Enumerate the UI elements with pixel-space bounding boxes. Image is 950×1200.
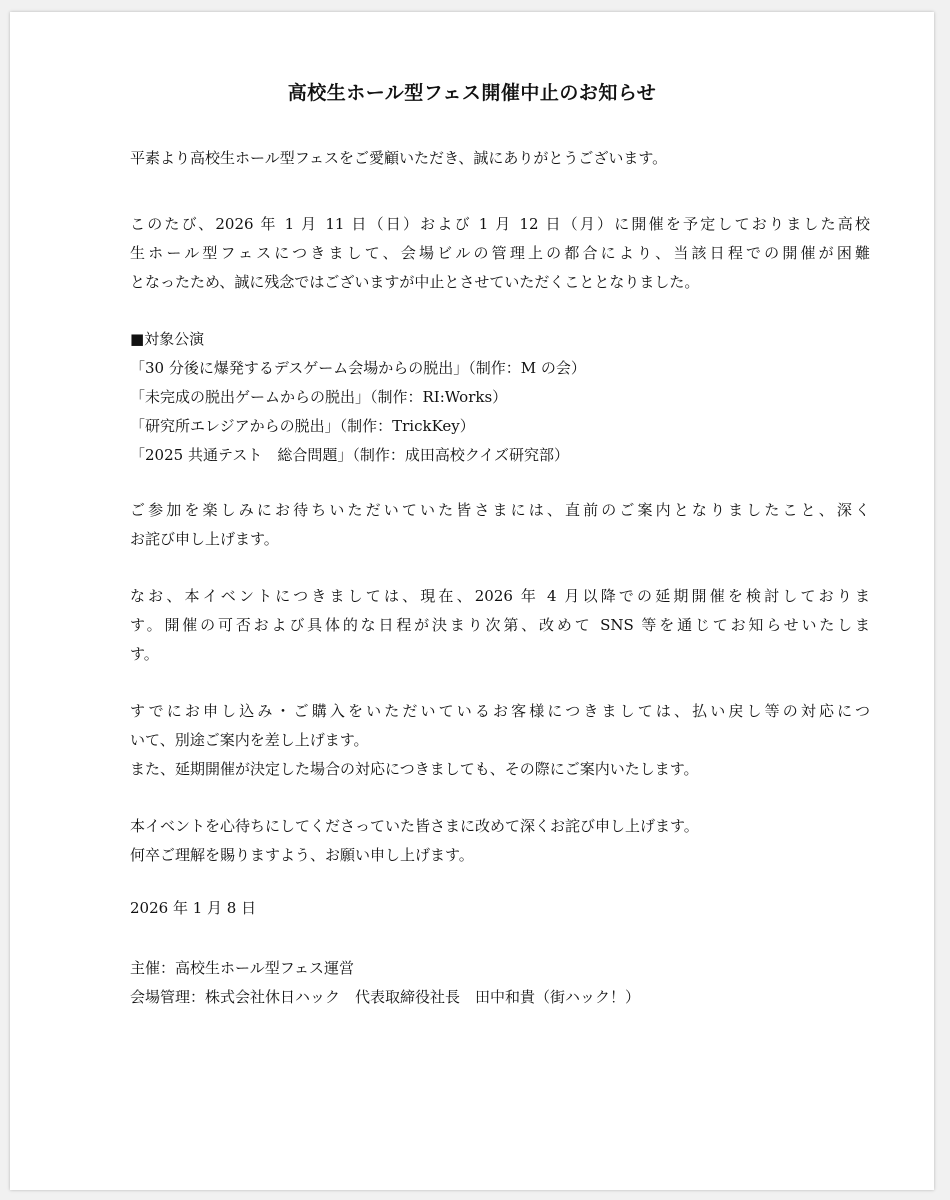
target-item: 「30 分後に爆発するデスゲーム会場からの脱出」（制作：M の会） (130, 359, 586, 377)
target-item: 「研究所エレジアからの脱出」（制作：TrickKey） (130, 417, 475, 435)
organizer-line: 主催：高校生ホール型フェス運営 (130, 959, 354, 977)
closing-paragraph (130, 812, 870, 870)
venue-manager-line: 会場管理：株式会社休日ハック 代表取締役社長 田中和貴（街ハック！） (130, 988, 641, 1006)
target-item: 「未完成の脱出ゲームからの脱出」（制作：RI:Works） (130, 388, 508, 406)
apology-paragraph (130, 496, 870, 554)
greeting-line: 平素より高校生ホール型フェスをご愛顧いただき、誠にありがとうございます。 (130, 149, 668, 167)
refund-line: また、延期開催が決定した場合の対応につきましても、その際にご案内いたします。 (130, 760, 699, 778)
apology-line: ご参加を楽しみにお待ちいただいていた皆さまには、直前のご案内となりましたこと、深く (130, 501, 870, 519)
announcement-paragraph (130, 210, 870, 297)
postponement-line: なお、本イベントにつきましては、現在、2026 年 4 月以降での延期開催を検討しておりま (130, 587, 870, 605)
target-performances (130, 325, 870, 470)
greeting-paragraph (130, 144, 870, 173)
apology-line: お詫び申し上げます。 (130, 530, 279, 548)
closing-line: 何卒ご理解を賜りますよう、お願い申し上げます。 (130, 846, 474, 864)
postponement-line: す。開催の可否および具体的な日程が決まり次第、改めて SNS 等を通じてお知らせいたしま (130, 616, 870, 634)
date-line: 2026 年 1 月 8 日 (130, 899, 257, 917)
closing-line: 本イベントを心待ちにしてくださっていた皆さまに改めて深くお詫び申し上げます。 (130, 817, 699, 835)
announcement-line: となったため、誠に残念ではございますが中止とさせていただくこととなりました。 (130, 273, 700, 291)
refund-line: いて、別途ご案内を差し上げます。 (130, 731, 369, 749)
postponement-paragraph (130, 582, 870, 669)
announcement-line: 生ホール型フェスにつきまして、会場ビルの管理上の都合により、当該日程での開催が困難 (130, 244, 870, 262)
issue-date (130, 894, 870, 923)
postponement-line: す。 (130, 645, 159, 663)
announcement-line: このたび、2026 年 1 月 11 日（日）および 1 月 12 日（月）に開催を予定しておりました高校 (130, 215, 870, 233)
refund-paragraph (130, 697, 870, 784)
target-item: 「2025 共通テスト 総合問題」（制作：成田高校クイズ研究部） (130, 446, 569, 464)
document-page (10, 12, 934, 1190)
notice-title: 高校生ホール型フェス開催中止のお知らせ (287, 82, 657, 104)
target-heading: ■対象公演 (130, 330, 205, 348)
signature-block (130, 954, 870, 1012)
refund-line: すでにお申し込み・ご購入をいただいているお客様につきましては、払い戻し等の対応につ (130, 702, 870, 720)
